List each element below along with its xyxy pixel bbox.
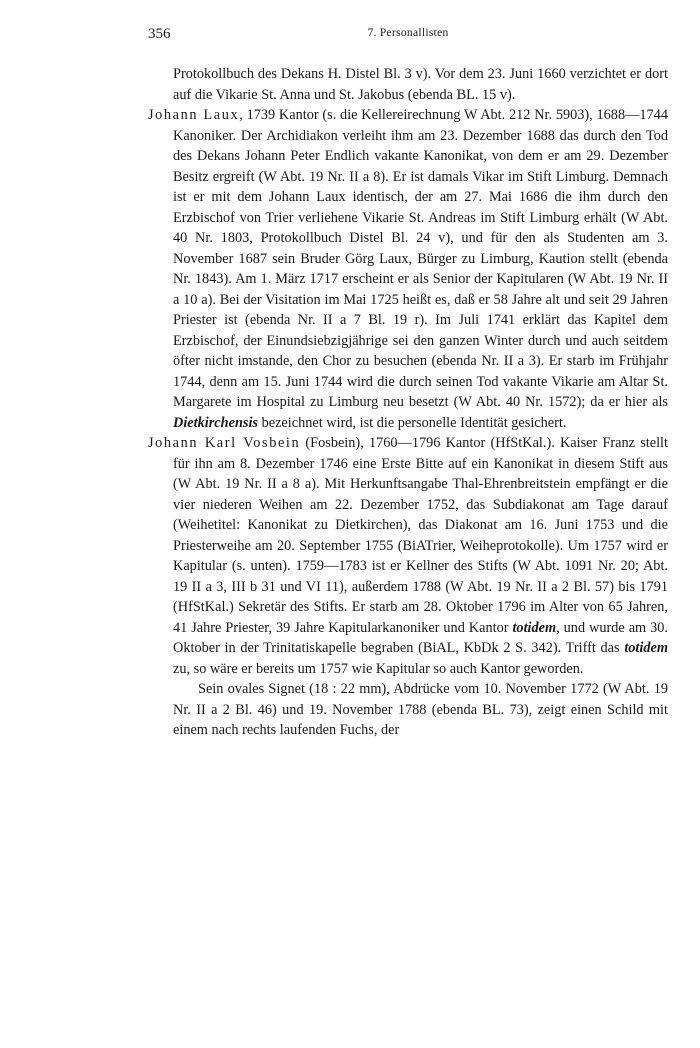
- page-header: [148, 26, 668, 46]
- entry-text: , und wurde am 30. Oktober in der Trinitatiskapelle begraben (BiAL, KbDk 2 S. 342). Trifft das: [173, 619, 668, 656]
- main-text: [148, 64, 668, 741]
- entry-text: , 1739 Kantor (s. die Kellereirechnung W Abt. 212 Nr. 5903), 1688—1744 Kanoniker. Der Archidiakon verleiht ihm am 23. Dezember 1688 das durch den Tod des Dekans Johann Peter Endlich vakante Kanonikat, von dem er am 29. Dezember Besitz ergreift (W Abt. 19 Nr. II a 8). Er ist damals Vikar im Stift Limburg. Demnach ist er mit dem Johann Laux identisch, der am 27. Mai 1686 die ihm durch den Erzbischof von Trier verliehene Vikarie St. Andreas im Stift Limburg erhält (W Abt. 40 Nr. 1803, Protokollbuch Distel Bl. 24 v), und für den als Studenten am 3. November 1687 sein Bruder Görg Laux, Bürger zu Limburg, Kaution stellt (ebenda Nr. 1843). Am 1. März 1717 erscheint er als Senior der Kapitularen (W Abt. 19 Nr. II a 10 a). Bei der Visitation im Mai 1725 heißt es, daß er 58 Jahre alt und seit 29 Jahren Priester ist (ebenda Nr. II a 7 Bl. 19 r). Im Juli 1741 erklärt das Kapitel dem Erzbischof, der Einundsiebzigjährige sei den ganzen Winter durch und auch seitdem öfter nicht imstande, den Chor zu besuchen (ebenda Nr. II a 3). Er starb im Frühjahr 1744, denn am 15. Juni 1744 wird die durch seinen Tod vakante Vikarie am Altar St. Margarete im Hospital zu Limburg neu besetzt (W Abt. 40 Nr. 1572); da er hier als: [173, 107, 668, 410]
- signet-paragraph: Sein ovales Signet (18 : 22 mm), Abdrücke vom 10. November 1772 (W Abt. 19 Nr. II a 2 Bl. 46) und 19. November 1788 (ebenda BL. 73), zeigt einen Schild mit einem nach rechts laufenden Fuchs, der: [173, 681, 668, 738]
- entry-name: Johann Karl Vosbein: [148, 435, 301, 451]
- entry-johann-laux: [148, 105, 668, 433]
- entry-text: bezeichnet wird, ist die personelle Identität gesichert.: [258, 414, 567, 431]
- entry-text: zu, so wäre er bereits um 1757 wie Kapitular so auch Kantor geworden.: [173, 660, 584, 677]
- italic-term: Dietkirchensis: [173, 414, 258, 431]
- italic-term: totidem: [624, 640, 668, 656]
- page-number: 356: [148, 26, 171, 42]
- entry-text: (Fosbein), 1760—1796 Kantor (HfStKal.). Kaiser Franz stellt für ihn am 8. Dezember 1746 eine Erste Bitte auf ein Kanonikat in diesem Stift aus (W Abt. 19 Nr. II a 8 a). Mit Herkunftsangabe Thal-Ehrenbreitstein empfängt er die vier niederen Weihen am 22. Dezember 1752, das Subdiakonat am Tage darauf (Weihetitel: Kanonikat zu Dietkirchen), das Diakonat am 16. Juni 1753 und die Priesterweihe am 20. September 1755 (BiATrier, Weiheprotokolle). Um 1757 wird er Kapitular (s. unten). 1759—1783 ist er Kellner des Stifts (W Abt. 1091 Nr. 20; Abt. 19 II a 3, III b 31 und VI 11), außerdem 1788 (W Abt. 19 Nr. II a 2 Bl. 57) bis 1791 (HfStKal.) Sekretär des Stifts. Er starb am 28. Oktober 1796 im Alter von 65 Jahren, 41 Jahre Priester, 39 Jahre Kapitularkanoniker und Kantor: [173, 435, 668, 636]
- continuation-paragraph: Protokollbuch des Dekans H. Distel Bl. 3 v). Vor dem 23. Juni 1660 verzichtet er dort auf die Vikarie St. Anna und St. Jakobus (ebenda BL. 15 v).: [173, 66, 668, 103]
- italic-term: totidem: [512, 619, 557, 636]
- entry-name: Johann Laux: [148, 107, 240, 123]
- entry-johann-karl-vosbein: [148, 433, 668, 679]
- running-title: 7. Personallisten: [367, 27, 449, 39]
